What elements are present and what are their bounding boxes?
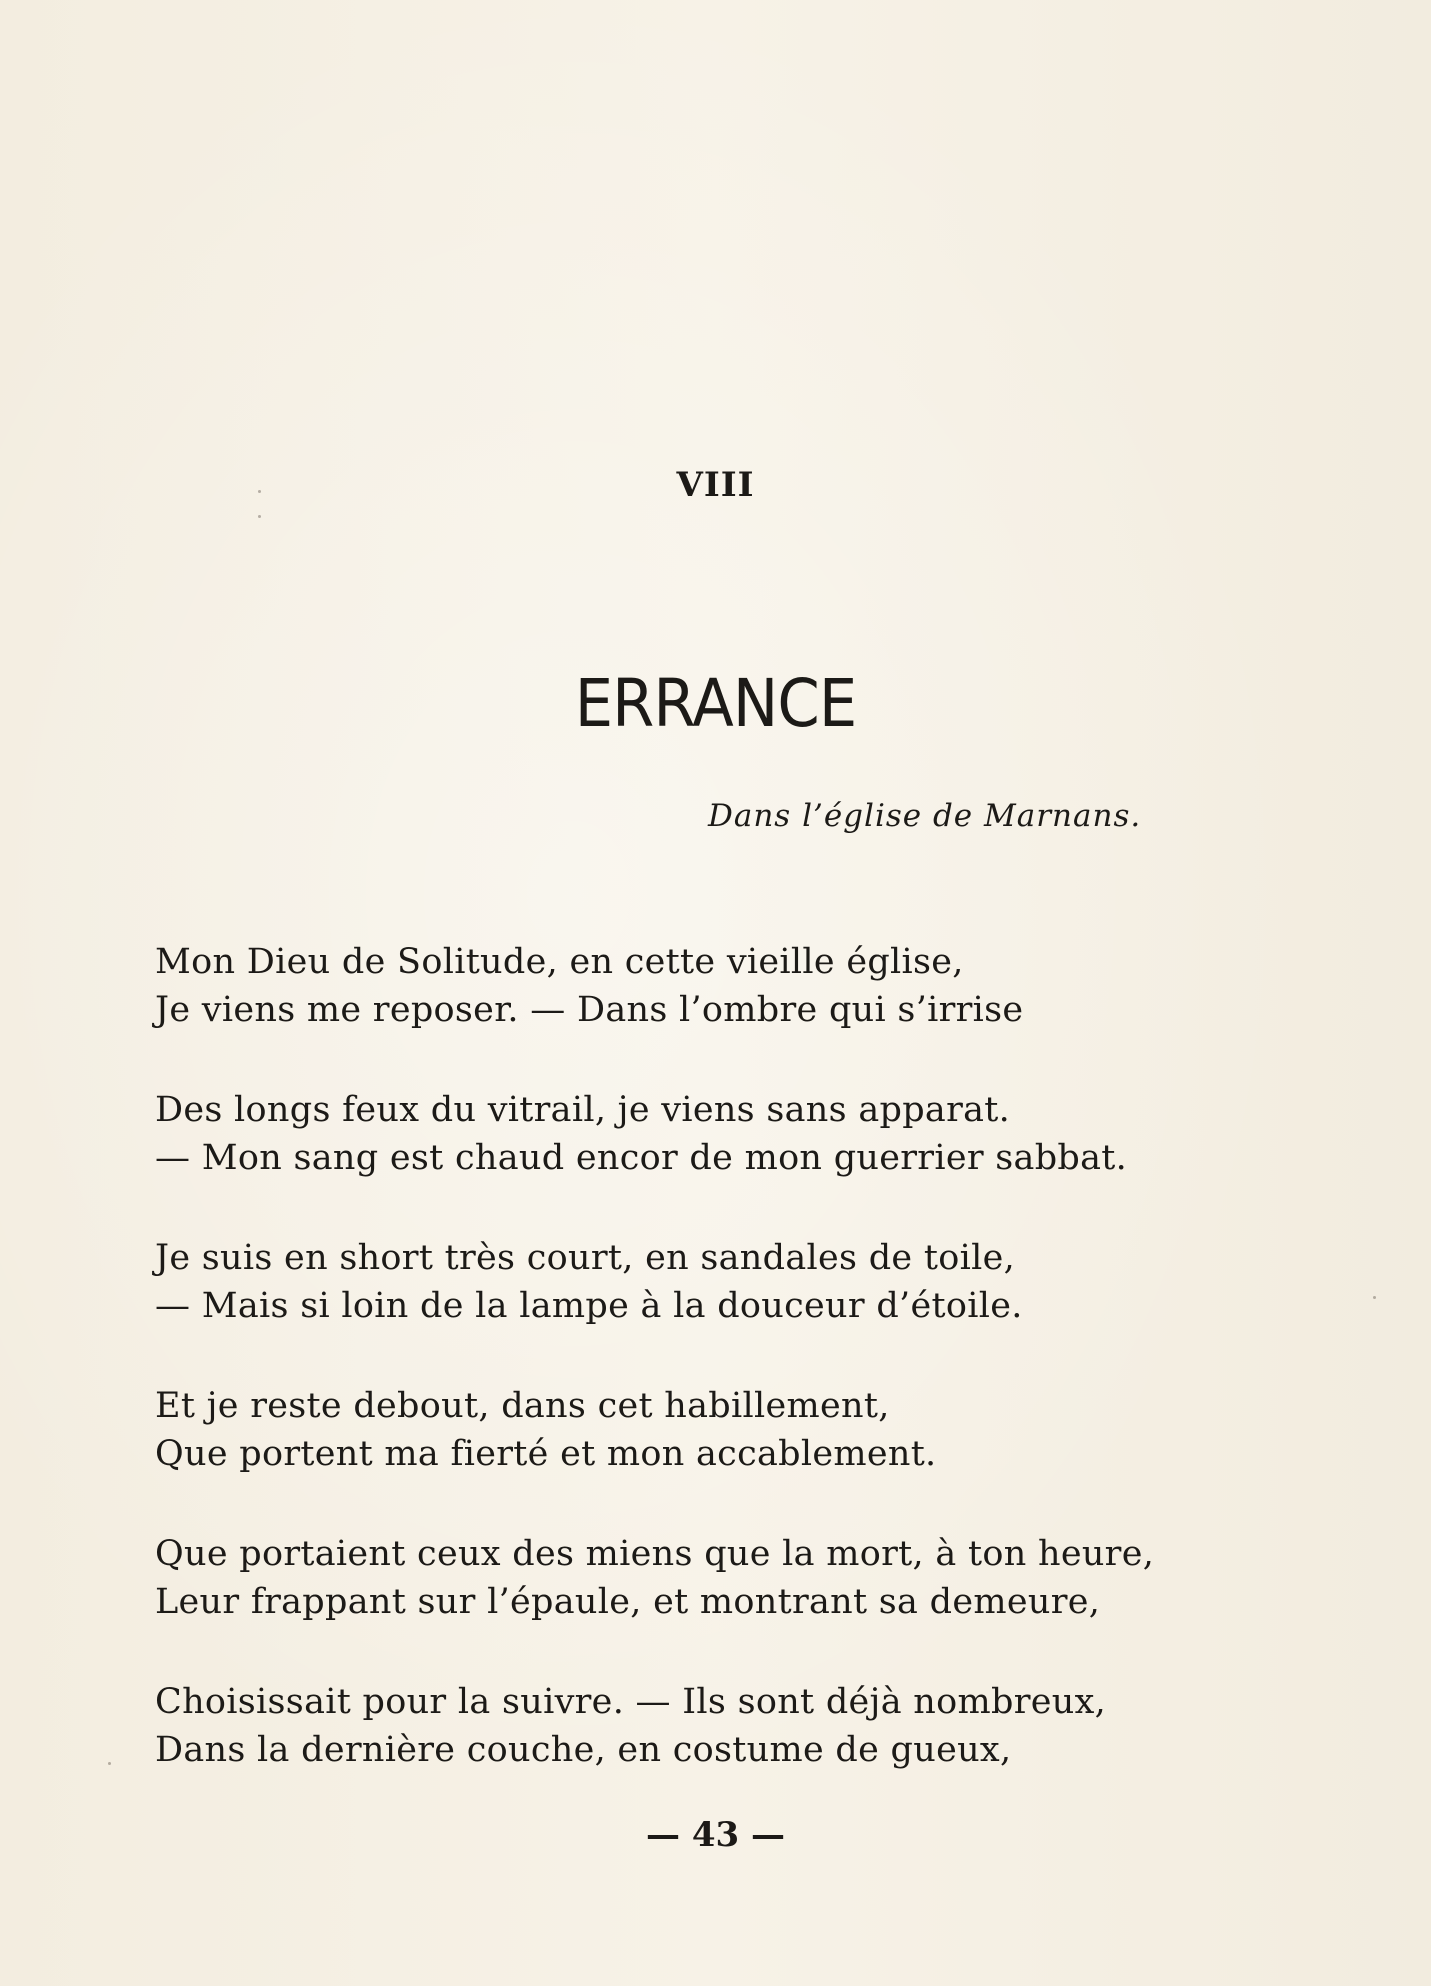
verse-line: Mon Dieu de Solitude, en cette vieille église, <box>155 942 964 982</box>
stanza <box>155 938 1355 1034</box>
verse-line: — Mais si loin de la lampe à la douceur d’étoile. <box>155 1286 1023 1326</box>
verse-line: — Mon sang est chaud encor de mon guerrier sabbat. <box>155 1138 1128 1178</box>
verse-line: Que portaient ceux des miens que la mort, à ton heure, <box>155 1534 1155 1574</box>
verse-line: Que portent ma fierté et mon accablement. <box>155 1434 937 1474</box>
poem-dedication: Dans l’église de Marnans. <box>708 798 1142 834</box>
poem-body <box>155 938 1355 1826</box>
paper-speck <box>1373 1296 1376 1299</box>
poem-title: ERRANCE <box>574 665 857 742</box>
page-number: — 43 — <box>646 1815 785 1855</box>
paper-speck <box>258 515 261 518</box>
verse-line: Leur frappant sur l’épaule, et montrant sa demeure, <box>155 1582 1101 1622</box>
verse-line: Des longs feux du vitrail, je viens sans apparat. <box>155 1090 1011 1130</box>
stanza <box>155 1382 1355 1478</box>
paper-speck <box>258 490 261 493</box>
stanza <box>155 1234 1355 1330</box>
stanza <box>155 1678 1355 1774</box>
verse-line: Choisissait pour la suivre. — Ils sont déjà nombreux, <box>155 1682 1107 1722</box>
verse-line: Et je reste debout, dans cet habillement, <box>155 1386 890 1426</box>
verse-line: Je suis en short très court, en sandales de toile, <box>155 1238 1016 1278</box>
stanza <box>155 1530 1355 1626</box>
verse-line: Dans la dernière couche, en costume de gueux, <box>155 1730 1012 1770</box>
stanza <box>155 1086 1355 1182</box>
paper-speck <box>108 1762 111 1765</box>
section-number: VIII <box>676 465 755 505</box>
verse-line: Je viens me reposer. — Dans l’ombre qui s’irrise <box>155 990 1024 1030</box>
